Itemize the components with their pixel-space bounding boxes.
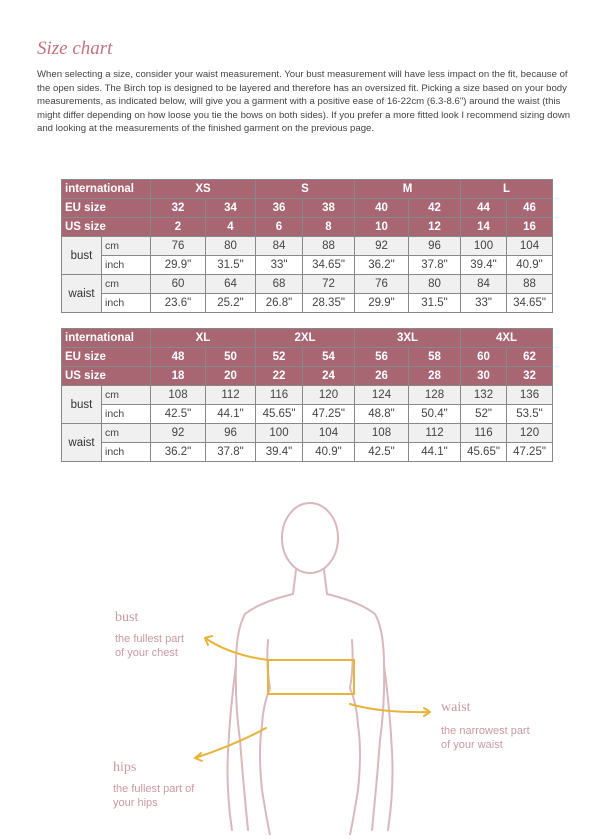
waist-cm-value: 112	[409, 424, 461, 443]
bust-inch-value: 50.4"	[409, 405, 461, 424]
page-title: Size chart	[37, 38, 113, 59]
body-measurement-figure	[0, 490, 610, 835]
us-size: 22	[256, 367, 303, 386]
waist-cm-value: 104	[303, 424, 355, 443]
bust-desc-1: the fullest part	[115, 633, 185, 645]
us-size: 10	[355, 218, 409, 237]
intl-size: L	[461, 180, 553, 199]
intl-size: 3XL	[355, 329, 461, 348]
eu-size: 62	[507, 348, 553, 367]
eu-size: 44	[461, 199, 507, 218]
hips-desc-1: the fullest part of	[113, 783, 195, 795]
eu-size: 36	[256, 199, 303, 218]
bust-inch-value: 40.9"	[507, 256, 553, 275]
bust-cm-value: 120	[303, 386, 355, 405]
bust-cm-value: 84	[256, 237, 303, 256]
bust-inch-value: 31.5"	[206, 256, 256, 275]
waist-desc-1: the narrowest part	[441, 725, 530, 737]
bust-label: bust	[115, 610, 139, 625]
intl-size: S	[256, 180, 355, 199]
size-table-2	[61, 328, 553, 462]
bust-cm-value: 92	[355, 237, 409, 256]
row-label-waist: waist	[62, 424, 102, 462]
bust-measure-band	[268, 660, 354, 694]
waist-label: waist	[441, 700, 471, 715]
bust-inch-value: 48.8"	[355, 405, 409, 424]
waist-inch-value: 36.2"	[151, 443, 206, 462]
row-label-waist: waist	[62, 275, 102, 313]
intl-size: 4XL	[461, 329, 553, 348]
waist-inch-value: 40.9"	[303, 443, 355, 462]
bust-inch-value: 52"	[461, 405, 507, 424]
waist-inch-value: 34.65"	[507, 294, 553, 313]
eu-size: 42	[409, 199, 461, 218]
waist-inch-value: 29.9"	[355, 294, 409, 313]
bust-inch-value: 45.65"	[256, 405, 303, 424]
waist-inch-value: 28.35"	[303, 294, 355, 313]
waist-inch-value: 39.4"	[256, 443, 303, 462]
left-arm	[228, 665, 237, 830]
waist-cm-value: 68	[256, 275, 303, 294]
row-label-bust: bust	[62, 386, 102, 424]
bust-cm-value: 128	[409, 386, 461, 405]
eu-size: 34	[206, 199, 256, 218]
us-size: 32	[507, 367, 553, 386]
us-size: 30	[461, 367, 507, 386]
us-size: 14	[461, 218, 507, 237]
waist-cm-value: 120	[507, 424, 553, 443]
waist-leader-line	[350, 704, 430, 712]
unit-inch: inch	[102, 443, 151, 462]
hips-label: hips	[113, 760, 137, 775]
waist-cm-value: 96	[206, 424, 256, 443]
us-size: 24	[303, 367, 355, 386]
bust-cm-value: 132	[461, 386, 507, 405]
eu-size: 54	[303, 348, 355, 367]
us-size: 18	[151, 367, 206, 386]
eu-size: 52	[256, 348, 303, 367]
bust-cm-value: 108	[151, 386, 206, 405]
bust-inch-value: 44.1"	[206, 405, 256, 424]
eu-size: 40	[355, 199, 409, 218]
waist-desc-2: of your waist	[441, 739, 503, 751]
waist-inch-value: 45.65"	[461, 443, 507, 462]
unit-cm: cm	[102, 386, 151, 405]
eu-size: 38	[303, 199, 355, 218]
us-size: 6	[256, 218, 303, 237]
hips-leader-line	[195, 728, 266, 758]
bust-cm-value: 100	[461, 237, 507, 256]
waist-inch-value: 31.5"	[409, 294, 461, 313]
bust-inch-value: 53.5"	[507, 405, 553, 424]
bust-cm-value: 112	[206, 386, 256, 405]
hips-desc-2: your hips	[113, 797, 158, 809]
eu-size: 60	[461, 348, 507, 367]
waist-inch-value: 23.6"	[151, 294, 206, 313]
bust-inch-value: 39.4"	[461, 256, 507, 275]
waist-inch-value: 25.2"	[206, 294, 256, 313]
us-size: 26	[355, 367, 409, 386]
right-arm	[384, 665, 393, 830]
unit-inch: inch	[102, 256, 151, 275]
row-label-bust: bust	[62, 237, 102, 275]
eu-size: 50	[206, 348, 256, 367]
intl-size: M	[355, 180, 461, 199]
intl-size: XL	[151, 329, 256, 348]
waist-cm-value: 92	[151, 424, 206, 443]
unit-inch: inch	[102, 294, 151, 313]
row-label-international: international	[62, 180, 151, 199]
bust-cm-value: 80	[206, 237, 256, 256]
waist-inch-value: 44.1"	[409, 443, 461, 462]
row-label-eu: EU size	[62, 199, 151, 218]
waist-cm-value: 64	[206, 275, 256, 294]
head-outline	[282, 503, 338, 573]
row-label-us: US size	[62, 218, 151, 237]
eu-size: 48	[151, 348, 206, 367]
waist-cm-value: 100	[256, 424, 303, 443]
waist-cm-value: 116	[461, 424, 507, 443]
row-label-eu: EU size	[62, 348, 151, 367]
eu-size: 58	[409, 348, 461, 367]
intl-size: XS	[151, 180, 256, 199]
row-label-international: international	[62, 329, 151, 348]
waist-cm-value: 108	[355, 424, 409, 443]
us-size: 28	[409, 367, 461, 386]
waist-cm-value: 80	[409, 275, 461, 294]
unit-inch: inch	[102, 405, 151, 424]
waist-inch-value: 33"	[461, 294, 507, 313]
bust-cm-value: 88	[303, 237, 355, 256]
waist-inch-value: 42.5"	[355, 443, 409, 462]
bust-cm-value: 76	[151, 237, 206, 256]
waist-inch-value: 37.8"	[206, 443, 256, 462]
bust-inch-value: 37.8"	[409, 256, 461, 275]
intro-paragraph: When selecting a size, consider your waist measurement. Your bust measurement will have less impact on the fit, because of the open sides. The Birch top is designed to be layered and therefore has an oversized fit. Picking a size based on your body measurements, as indicated below, will give you a garment with a positive ease of 16-22cm (6.3-8.6") around the waist (this might differ depending on how loose you tie the bows on both sides). If you prefer a more fitted look I recommend sizing down and looking at the measurements of the finished garment on the previous page.	[37, 69, 571, 135]
size-table-1	[61, 179, 553, 313]
waist-cm-value: 76	[355, 275, 409, 294]
body-silhouette	[0, 490, 610, 835]
bust-inch-value: 29.9"	[151, 256, 206, 275]
bust-inch-value: 47.25"	[303, 405, 355, 424]
us-size: 16	[507, 218, 553, 237]
unit-cm: cm	[102, 424, 151, 443]
waist-inch-value: 26.8"	[256, 294, 303, 313]
intl-size: 2XL	[256, 329, 355, 348]
bust-inch-value: 42.5"	[151, 405, 206, 424]
us-size: 12	[409, 218, 461, 237]
us-size: 8	[303, 218, 355, 237]
waist-cm-value: 84	[461, 275, 507, 294]
waist-cm-value: 88	[507, 275, 553, 294]
bust-inch-value: 34.65"	[303, 256, 355, 275]
eu-size: 56	[355, 348, 409, 367]
bust-cm-value: 116	[256, 386, 303, 405]
us-size: 20	[206, 367, 256, 386]
waist-inch-value: 47.25"	[507, 443, 553, 462]
row-label-us: US size	[62, 367, 151, 386]
unit-cm: cm	[102, 275, 151, 294]
eu-size: 32	[151, 199, 206, 218]
us-size: 4	[206, 218, 256, 237]
waist-cm-value: 60	[151, 275, 206, 294]
bust-cm-value: 136	[507, 386, 553, 405]
bust-desc-2: of your chest	[115, 647, 178, 659]
bust-cm-value: 96	[409, 237, 461, 256]
bust-cm-value: 124	[355, 386, 409, 405]
bust-inch-value: 33"	[256, 256, 303, 275]
bust-inch-value: 36.2"	[355, 256, 409, 275]
us-size: 2	[151, 218, 206, 237]
bust-cm-value: 104	[507, 237, 553, 256]
waist-cm-value: 72	[303, 275, 355, 294]
eu-size: 46	[507, 199, 553, 218]
unit-cm: cm	[102, 237, 151, 256]
